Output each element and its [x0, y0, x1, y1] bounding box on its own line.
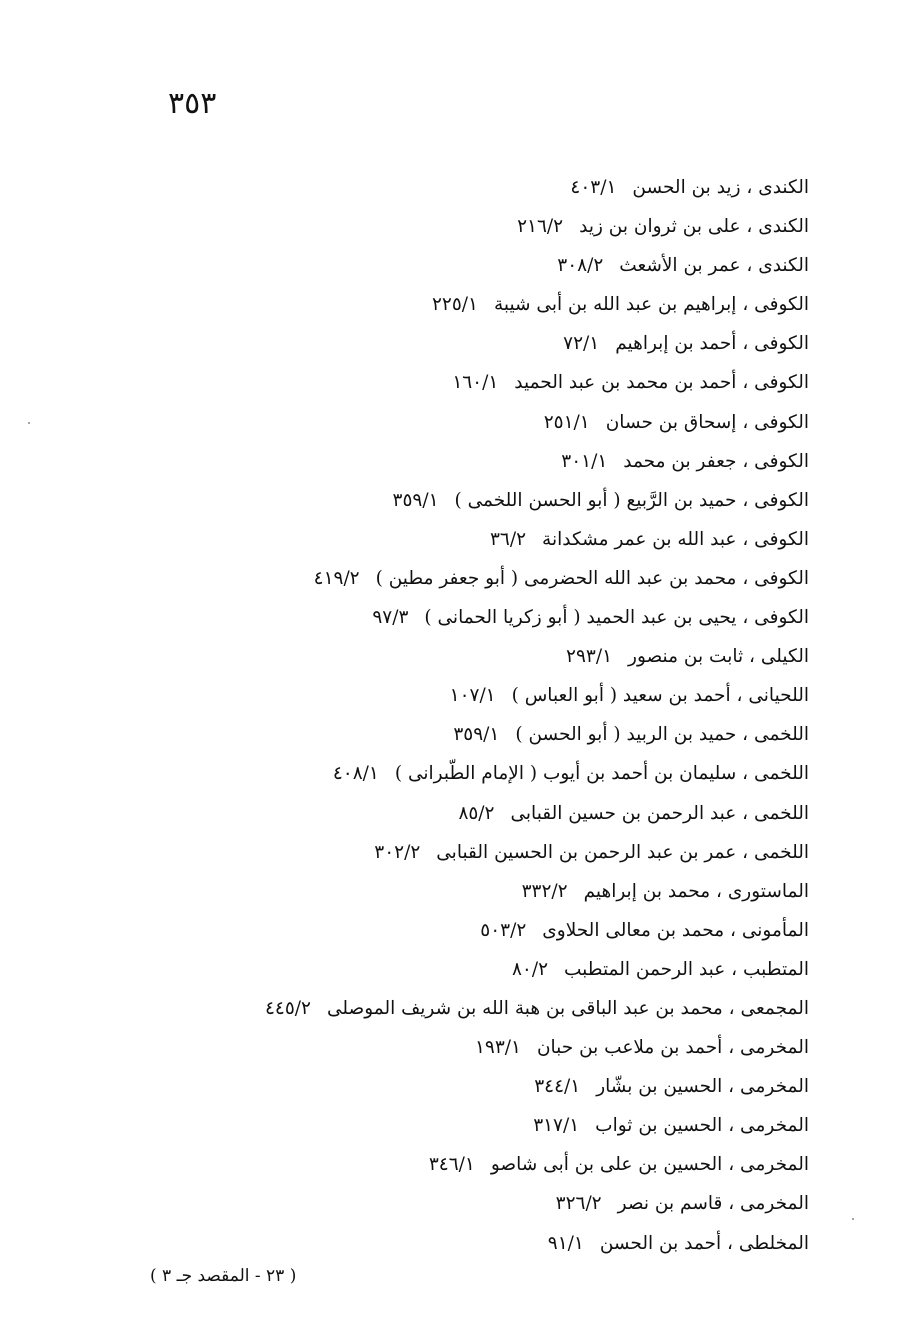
index-entry	[109, 911, 809, 950]
index-entry	[109, 833, 809, 872]
index-entry	[109, 715, 809, 754]
page-number: ٣٥٣	[168, 86, 217, 121]
entry-name: الكوفى ، حميد بن الرَّبيع ( أبو الحسن اللخمى )	[454, 489, 809, 511]
index-entry	[109, 246, 809, 285]
entry-reference: ٣٠٢/٢	[374, 841, 421, 863]
index-entry	[109, 754, 809, 793]
entry-reference: ١٦٠/١	[452, 372, 499, 394]
entry-name: الكوفى ، إبراهيم بن عبد الله بن أبى شيبة	[493, 294, 809, 316]
index-entry	[109, 1106, 809, 1145]
entry-name: الكوفى ، محمد بن عبد الله الحضرمى ( أبو جعفر مطين )	[375, 567, 809, 589]
entry-name: المخرمى ، قاسم بن نصر	[617, 1193, 809, 1215]
entry-reference: ٣٢٦/٢	[555, 1193, 602, 1215]
entry-name: الكندى ، عمر بن الأشعث	[619, 255, 809, 277]
index-entry	[109, 676, 809, 715]
index-entry	[109, 1145, 809, 1184]
entry-reference: ٢١٦/٢	[517, 216, 564, 238]
entry-reference: ٧٢/١	[563, 333, 600, 355]
entry-reference: ٣٤٤/١	[534, 1076, 581, 1098]
entry-name: الكوفى ، جعفر بن محمد	[623, 450, 809, 472]
entry-name: الكندى ، على بن ثروان بن زيد	[579, 216, 809, 238]
entry-name: المتطبب ، عبد الرحمن المتطبب	[564, 958, 809, 980]
entry-reference: ٣٠٨/٢	[557, 255, 604, 277]
index-entry	[109, 207, 809, 246]
entry-name: المخرمى ، الحسين بن ثواب	[595, 1115, 809, 1137]
entry-reference: ٩٧/٣	[372, 607, 409, 629]
index-entry	[109, 794, 809, 833]
entry-name: المجمعى ، محمد بن عبد الباقى بن هبة الله بن شريف الموصلى	[326, 997, 809, 1019]
entry-reference: ٤١٩/٢	[313, 567, 360, 589]
index-entry	[109, 168, 809, 207]
index-entry	[109, 1224, 809, 1263]
index-entry	[109, 1184, 809, 1223]
index-entry	[109, 363, 809, 402]
entry-reference: ٣٠١/١	[561, 450, 608, 472]
entry-name: اللخمى ، سليمان بن أحمد بن أيوب ( الإمام الطّبرانى )	[394, 763, 809, 785]
index-entry	[109, 1067, 809, 1106]
entry-reference: ٢٢٥/١	[431, 294, 478, 316]
speck	[852, 1218, 854, 1220]
index-entry	[109, 324, 809, 363]
entry-name: الكوفى ، أحمد بن إبراهيم	[615, 333, 809, 355]
entry-name: اللخمى ، عبد الرحمن بن حسين القبابى	[510, 802, 809, 824]
index-entry	[109, 442, 809, 481]
entry-name: المخرمى ، الحسين بن على بن أبى شاصو	[490, 1154, 809, 1176]
entry-name: الكيلى ، ثابت بن منصور	[628, 646, 809, 668]
entry-reference: ١٠٧/١	[449, 685, 496, 707]
index-entry	[109, 559, 809, 598]
index-entry	[109, 403, 809, 442]
entry-name: اللحيانى ، أحمد بن سعيد ( أبو العباس )	[511, 685, 809, 707]
entry-reference: ١٩٣/١	[474, 1037, 521, 1059]
index-entry	[109, 637, 809, 676]
entry-name: الماستورى ، محمد بن إبراهيم	[583, 880, 809, 902]
entry-reference: ٣٥٩/١	[392, 489, 439, 511]
entry-reference: ٣٣٢/٢	[521, 880, 568, 902]
entry-reference: ٨٥/٢	[458, 802, 495, 824]
entry-name: المخلطى ، أحمد بن الحسن	[599, 1232, 809, 1254]
entry-name: الكوفى ، يحيى بن عبد الحميد ( أبو زكريا الحمانى )	[424, 607, 809, 629]
index-entry	[109, 872, 809, 911]
index-entry	[109, 481, 809, 520]
entry-reference: ٤٠٣/١	[570, 177, 617, 198]
entry-reference: ٤٠٨/١	[332, 763, 379, 785]
entry-reference: ٢٥١/١	[543, 411, 590, 433]
index-entry	[109, 1028, 809, 1067]
entry-name: الكوفى ، إسحاق بن حسان	[605, 411, 809, 433]
entry-reference: ٥٠٣/٢	[480, 919, 527, 941]
entry-name: اللخمى ، عمر بن عبد الرحمن بن الحسين القبابى	[436, 841, 809, 863]
entry-reference: ٣٦/٢	[490, 528, 527, 550]
entry-reference: ٣٥٩/١	[453, 724, 500, 746]
index-entry	[109, 950, 809, 989]
index-entry	[109, 989, 809, 1028]
entry-reference: ٩١/١	[547, 1232, 584, 1254]
speck	[28, 422, 30, 424]
entry-name: المأمونى ، محمد بن معالى الحلاوى	[542, 919, 809, 941]
entry-reference: ٣٤٦/١	[428, 1154, 475, 1176]
entry-name: الكوفى ، أحمد بن محمد بن عبد الحميد	[514, 372, 809, 394]
footer-signature: ( ٢٣ - المقصد جـ ٣ )	[150, 1266, 297, 1286]
entry-reference: ٣١٧/١	[533, 1115, 580, 1137]
entry-reference: ٨٠/٢	[511, 958, 549, 980]
index-entry	[109, 285, 809, 324]
index-entry	[109, 520, 809, 559]
entry-name: اللخمى ، حميد بن الربيد ( أبو الحسن )	[515, 724, 809, 746]
index-entry	[109, 598, 809, 637]
entry-name: الكندى ، زيد بن الحسن	[632, 177, 809, 198]
entry-name: الكوفى ، عبد الله بن عمر مشكدانة	[542, 528, 809, 550]
index-list	[109, 168, 809, 1263]
entry-reference: ٤٤٥/٢	[264, 997, 311, 1019]
entry-name: المخرمى ، أحمد بن ملاعب بن حبان	[536, 1037, 809, 1059]
entry-name: المخرمى ، الحسين بن بشّار	[596, 1076, 809, 1098]
entry-reference: ٢٩٣/١	[566, 646, 613, 668]
